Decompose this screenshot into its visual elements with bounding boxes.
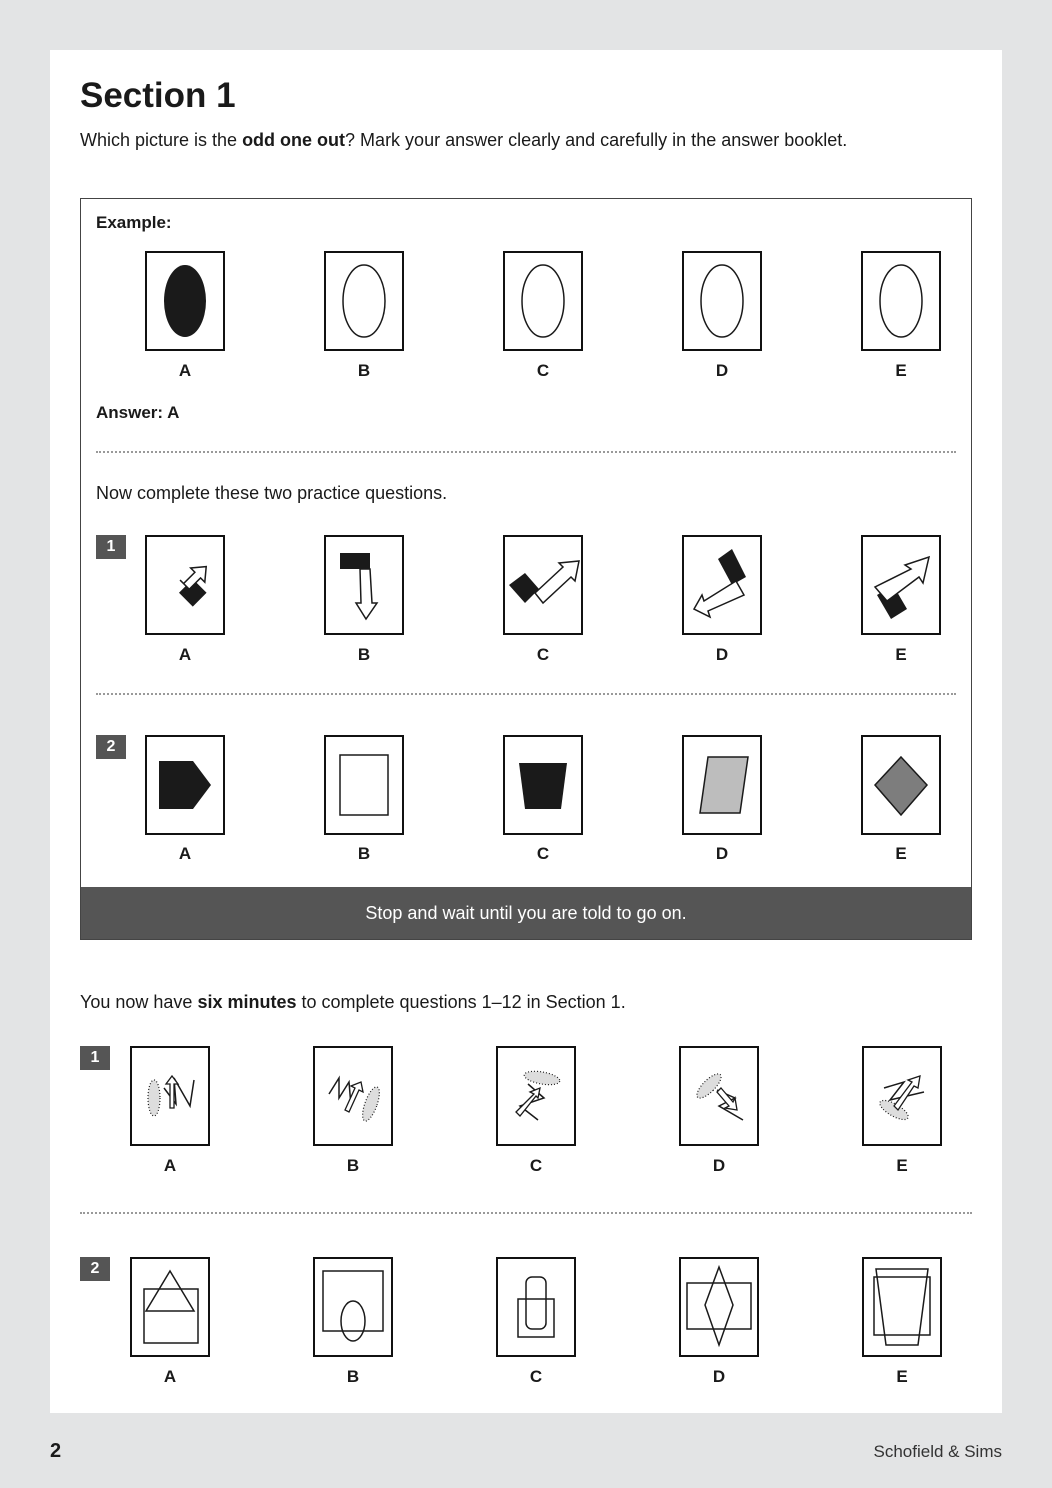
parallelogram-icon [684,737,760,833]
rounded-rect-over-square-icon [498,1259,574,1355]
example-label: Example: [96,213,172,232]
arrow-with-block-icon [505,537,581,633]
trapezium-icon [505,737,581,833]
outline-oval-icon [326,253,402,349]
practice-intro: Now complete these two practice questions. [96,483,448,503]
option-letter: D [712,1156,726,1175]
worksheet-page [50,50,1002,1413]
example-option-c[interactable] [503,251,583,351]
question-2-option-d[interactable] [679,1257,759,1357]
arrow-with-block-icon [863,537,939,633]
zigzag-arrow-oval-icon [315,1048,391,1144]
practice-1-option-e[interactable] [861,535,941,635]
practice-1-option-c[interactable] [503,535,583,635]
option-letter: C [536,361,550,380]
dotted-divider [80,1212,972,1214]
diamond-icon [863,737,939,833]
option-letter: E [896,1367,908,1386]
option-letter: B [346,1367,360,1386]
instruction-text-end: ? Mark your answer clearly and carefully in the answer booklet. [345,130,848,150]
option-letter: C [529,1367,543,1386]
zigzag-arrow-oval-icon [132,1048,208,1144]
arrow-with-block-icon [684,537,760,633]
example-answer: Answer: A [96,403,180,422]
practice-2-option-b[interactable] [324,735,404,835]
example-option-a[interactable] [145,251,225,351]
section-instruction [80,130,847,151]
practice-1-option-a[interactable] [145,535,225,635]
option-letter: E [895,361,907,380]
option-letter: A [178,645,192,664]
question-1-option-b[interactable] [313,1046,393,1146]
instruction-emphasis: odd one out [242,130,346,150]
practice-box [80,198,972,940]
option-letter: D [712,1367,726,1386]
question-1-option-d[interactable] [679,1046,759,1146]
practice-2-option-a[interactable] [145,735,225,835]
option-letter: B [357,844,371,863]
practice-2-option-c[interactable] [503,735,583,835]
question-2-option-b[interactable] [313,1257,393,1357]
question-number: 2 [80,1257,110,1281]
publisher-name: Schofield & Sims [873,1442,1002,1461]
practice-1-option-d[interactable] [682,535,762,635]
section-title: Section 1 [80,76,236,115]
option-letter: E [895,645,907,664]
option-letter: D [715,361,729,380]
diamond-over-rectangle-icon [681,1259,757,1355]
pentagon-icon [147,737,223,833]
option-letter: D [715,844,729,863]
stop-banner: Stop and wait until you are told to go on. [81,887,971,939]
example-option-b[interactable] [324,251,404,351]
zigzag-arrow-oval-icon [498,1048,574,1144]
question-1-option-e[interactable] [862,1046,942,1146]
option-letter: A [163,1156,177,1175]
dotted-divider [96,451,956,453]
question-number: 1 [96,535,126,559]
instruction-text-start: Which picture is the [80,130,243,150]
timed-emphasis: six minutes [197,992,297,1012]
practice-2-option-e[interactable] [861,735,941,835]
practice-1-option-b[interactable] [324,535,404,635]
option-letter: A [163,1367,177,1386]
timed-text-end: to complete questions 1–12 in Section 1. [296,992,626,1012]
outline-oval-icon [863,253,939,349]
option-letter: C [536,645,550,664]
option-letter: B [357,645,371,664]
question-2-option-a[interactable] [130,1257,210,1357]
question-1-option-c[interactable] [496,1046,576,1146]
option-letter: A [178,361,192,380]
option-letter: A [178,844,192,863]
question-number: 1 [80,1046,110,1070]
option-letter: E [896,1156,908,1175]
example-option-d[interactable] [682,251,762,351]
practice-2-option-d[interactable] [682,735,762,835]
option-letter: B [357,361,371,380]
option-letter: C [536,844,550,863]
zigzag-arrow-oval-icon [681,1048,757,1144]
arrow-with-block-icon [326,537,402,633]
question-number: 2 [96,735,126,759]
question-2-option-e[interactable] [862,1257,942,1357]
triangle-over-rectangle-icon [132,1259,208,1355]
rectangle-icon [326,737,402,833]
timed-text-start: You now have [80,992,198,1012]
dotted-divider [96,693,956,695]
question-2-option-c[interactable] [496,1257,576,1357]
arrow-with-block-icon [147,537,223,633]
zigzag-arrow-oval-icon [864,1048,940,1144]
outline-oval-icon [505,253,581,349]
filled-oval-icon [147,253,223,349]
option-letter: E [895,844,907,863]
timed-instruction [80,992,626,1013]
trapezium-over-rectangle-icon [864,1259,940,1355]
option-letter: C [529,1156,543,1175]
example-option-e[interactable] [861,251,941,351]
outline-oval-icon [684,253,760,349]
option-letter: B [346,1156,360,1175]
question-1-option-a[interactable] [130,1046,210,1146]
option-letter: D [715,645,729,664]
page-number: 2 [50,1440,62,1462]
oval-in-square-icon [315,1259,391,1355]
